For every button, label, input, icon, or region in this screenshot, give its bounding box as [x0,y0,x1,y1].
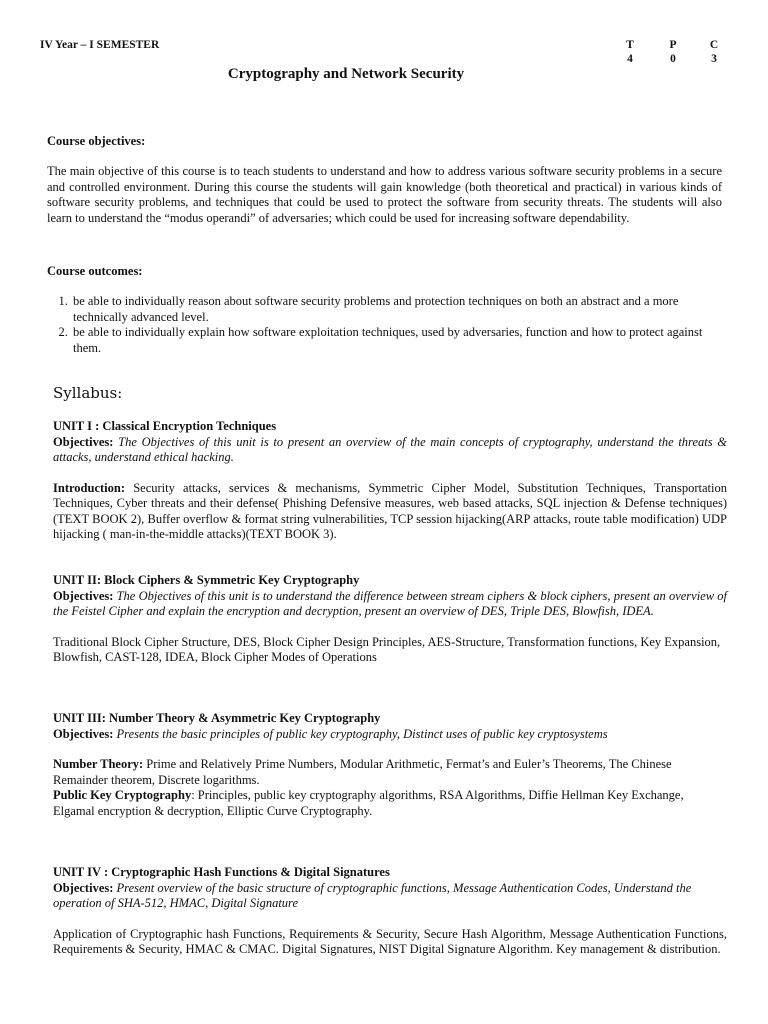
heading-text: Course objectives: [47,134,146,148]
objectives-text: The Objectives of this unit is to understand the difference between stream ciphers & block ciphers, present an overview of the Feistel Cipher and explain the encryption and decryption, present an overview of DES, Triple DES, Blowfish, IDEA. [53,588,727,618]
tpc-c [707,38,721,66]
objectives-label: Objectives: [53,434,114,449]
unit-title: UNIT III: Number Theory & Asymmetric Key Cryptography [53,711,381,725]
list-item: 1. be able to individually reason about software security problems and protection techniques on both an abstract and a more technically advanced level. [71,294,725,325]
number-theory-text: Prime and Relatively Prime Numbers, Modular Arithmetic, Fermat’s and Euler’s Theorems, The Chinese Remainder theorem, Discrete logarithms. [53,757,672,787]
outcomes-list [37,294,725,356]
tpc-value: 0 [670,53,676,65]
number-theory-label: Number Theory: [53,757,144,771]
unit-3 [53,711,727,819]
objectives-heading [47,134,722,150]
objectives-text: Present overview of the basic structure of cryptographic functions, Message Authentication Codes, Understand the operation of SHA-512, HMAC, Digital Signature [53,880,692,910]
unit-body: Traditional Block Cipher Structure, DES, Block Cipher Design Principles, AES-Structure, Transformation functions, Key Expansion, Blowfish, CAST-128, IDEA, Block Cipher Modes of Operations [53,634,721,664]
objectives-text: The main objective of this course is to teach students to understand and how to address various software security problems in a secure and controlled environment. During this course the students will gain knowledge (both theoretical and practical) in various kinds of software security problems, and techniques that could be used to protect the software from security threats. The students will also learn to understand the “modus operandi” of adversaries; which could be used for increasing software dependability. [47,164,722,225]
unit-4 [53,865,727,958]
objectives-label: Objectives: [53,588,114,603]
introduction-text: Security attacks, services & mechanisms, Symmetric Cipher Model, Substitution Techniques, Transportation Techniques, Cyber threats and their defense( Phishing Defensive measures, web based attacks, SQL injection & Defense techniques)(TEXT BOOK 2), Buffer overflow & format string vulnerabilities, TCP session hijacking(ARP attacks, route table modification) UDP hijacking ( man-in-the-middle attacks)(TEXT BOOK 3). [53,480,727,541]
unit-body: Application of Cryptographic hash Functions, Requirements & Security, Secure Hash Algorithm, Message Authentication Functions, Requirements & Security, HMAC & CMAC. Digital Signatures, NIST Digital Signature Algorithm. Key management & distribution. [53,926,727,956]
list-item: 2. be able to individually explain how software exploitation techniques, used by adversaries, function and how to protect against them. [71,325,725,356]
objectives-label: Objectives: [53,880,114,895]
tpc-label: P [669,39,677,51]
objectives-text: The Objectives of this unit is to present an overview of the main concepts of cryptography, understand the threats & attacks, understand ethical hacking. [53,434,728,464]
outcomes-heading [47,264,722,280]
tpc-label: C [709,39,719,51]
unit-title: UNIT II: Block Ciphers & Symmetric Key Cryptography [53,573,360,587]
tpc-value: 4 [627,53,633,65]
introduction-label: Introduction: [53,480,126,495]
tpc-p [666,38,680,66]
heading-text: Course outcomes: [47,264,143,278]
tpc-label: T [626,39,634,51]
course-title: Cryptography and Network Security [227,66,465,82]
tpc-t [623,38,637,66]
objectives-label: Objectives: [53,726,114,741]
year-semester: IV Year – I SEMESTER [40,39,160,51]
objectives-text: Presents the basic principles of public key cryptography, Distinct uses of public key cryptosystems [116,726,608,741]
public-key-text: : Principles, public key cryptography algorithms, RSA Algorithms, Diffie Hellman Key Exchange, Elgamal encryption & decryption, Elliptic Curve Cryptography. [53,788,684,818]
unit-title: UNIT I : Classical Encryption Techniques [53,419,277,433]
tpc-value: 3 [711,53,717,65]
public-key-label: Public Key Cryptography [53,788,192,802]
unit-2 [53,573,727,666]
syllabus-heading: Syllabus: [53,384,123,402]
unit-title: UNIT IV : Cryptographic Hash Functions & Digital Signatures [53,865,390,879]
unit-1 [53,419,727,543]
